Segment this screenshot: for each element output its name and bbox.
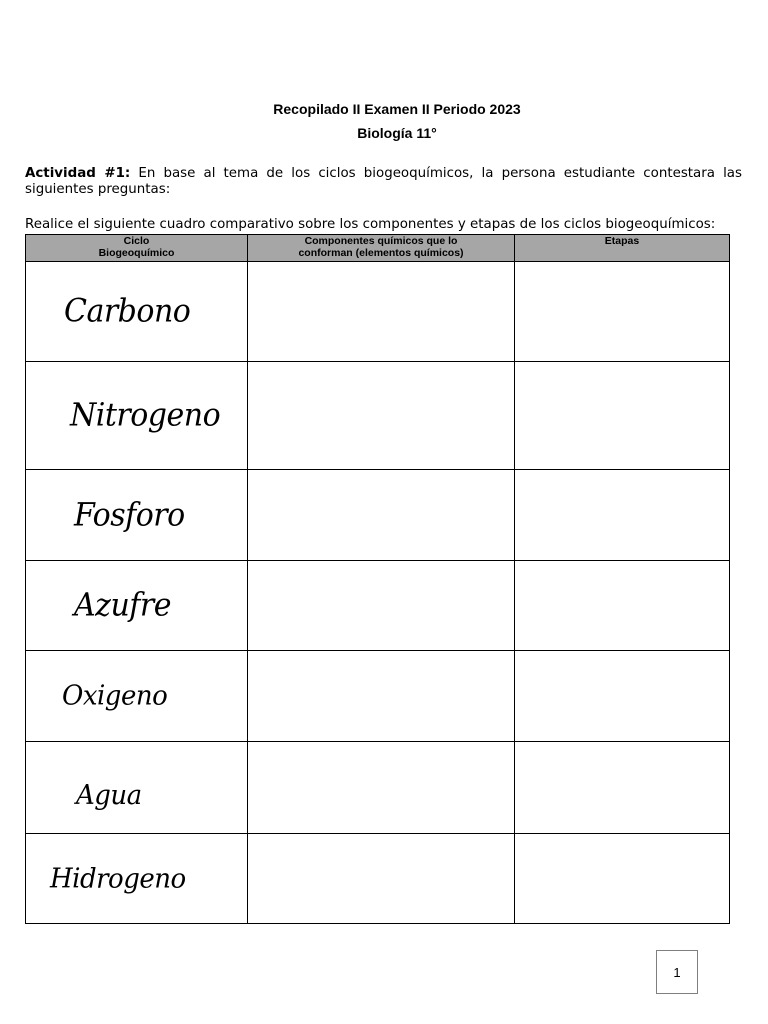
handwritten-ciclo: Carbono [64, 293, 191, 330]
cell-componentes[interactable] [248, 362, 515, 470]
cell-componentes[interactable] [248, 742, 515, 834]
cell-etapas[interactable] [515, 651, 730, 742]
cell-componentes[interactable] [248, 561, 515, 651]
table-row [26, 470, 730, 561]
cell-ciclo [26, 561, 248, 651]
cell-componentes[interactable] [248, 262, 515, 362]
cell-ciclo [26, 362, 248, 470]
handwritten-ciclo: Nitrogeno [70, 397, 221, 434]
cell-etapas[interactable] [515, 362, 730, 470]
cell-etapas[interactable] [515, 742, 730, 834]
cell-ciclo [26, 262, 248, 362]
page-number: 1 [656, 950, 698, 994]
activity-text: En base al tema de los ciclos biogeoquímicos, la persona estudiante contestara las siguientes preguntas: [25, 166, 742, 197]
activity-label: Actividad #1: [25, 166, 131, 181]
table-row [26, 262, 730, 362]
header-ciclo: Ciclo Biogeoquímico [26, 235, 248, 262]
document-subtitle: Biología 11° [357, 125, 437, 141]
cell-componentes[interactable] [248, 651, 515, 742]
cell-etapas[interactable] [515, 470, 730, 561]
cell-etapas[interactable] [515, 262, 730, 362]
header-etapas: Etapas [515, 235, 730, 262]
table-row [26, 742, 730, 834]
table-header-row [26, 235, 730, 262]
cell-ciclo [26, 742, 248, 834]
instruction-text: Realice el siguiente cuadro comparativo sobre los componentes y etapas de los ciclos biogeoquímicos: [25, 217, 716, 232]
cell-componentes[interactable] [248, 470, 515, 561]
handwritten-ciclo: Azufre [74, 587, 171, 624]
document-title: Recopilado II Examen II Periodo 2023 [273, 101, 521, 117]
handwritten-ciclo: Hidrogeno [50, 862, 186, 895]
cell-componentes[interactable] [248, 834, 515, 924]
table-row [26, 362, 730, 470]
table-row [26, 834, 730, 924]
handwritten-ciclo: Oxigeno [62, 680, 168, 712]
cell-ciclo [26, 651, 248, 742]
table-row [26, 561, 730, 651]
comparison-table [25, 234, 730, 924]
handwritten-ciclo: Agua [76, 779, 142, 811]
cell-etapas[interactable] [515, 561, 730, 651]
cell-etapas[interactable] [515, 834, 730, 924]
activity-paragraph [25, 166, 742, 198]
cell-ciclo [26, 470, 248, 561]
header-componentes: Componentes químicos que lo conforman (elementos químicos) [248, 235, 515, 262]
table-row [26, 651, 730, 742]
handwritten-ciclo: Fosforo [74, 496, 185, 534]
cell-ciclo [26, 834, 248, 924]
